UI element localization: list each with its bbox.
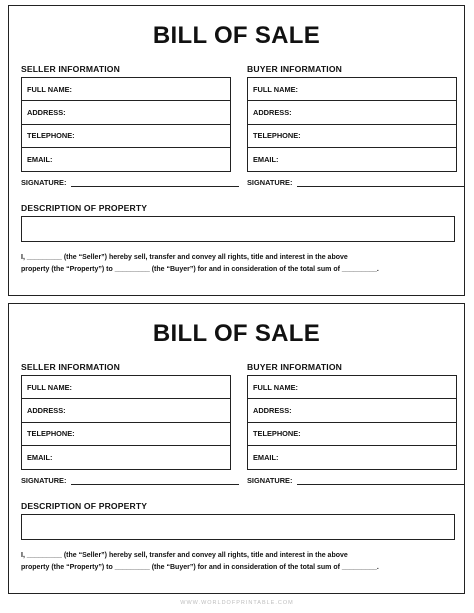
buyer-full-name-field[interactable]: FULL NAME: <box>248 78 456 101</box>
description-field[interactable] <box>21 514 455 540</box>
seller-heading: SELLER INFORMATION <box>21 64 120 74</box>
buyer-full-name-field[interactable]: FULL NAME: <box>248 376 456 399</box>
buyer-email-field[interactable]: EMAIL: <box>253 154 279 164</box>
buyer-heading: BUYER INFORMATION <box>247 362 343 372</box>
buyer-signature-label: SIGNATURE: <box>247 476 293 485</box>
seller-address-field[interactable]: ADDRESS: <box>22 399 230 422</box>
buyer-heading: BUYER INFORMATION <box>247 64 343 74</box>
description-field[interactable] <box>21 216 455 242</box>
buyer-telephone-field[interactable]: TELEPHONE: <box>248 125 456 148</box>
seller-email-field[interactable]: EMAIL: <box>27 452 53 462</box>
watermark: WWW.WORLDOFPRINTABLE.COM <box>180 600 294 606</box>
buyer-fields-box <box>247 77 457 172</box>
statement-line-1: I, _________ (the “Seller”) hereby sell, transfer and convey all rights, title and interest in the above <box>21 552 348 559</box>
buyer-signature-label: SIGNATURE: <box>247 178 293 187</box>
sale-statement <box>21 252 457 276</box>
buyer-signature-line[interactable] <box>297 186 465 187</box>
buyer-email-field[interactable]: EMAIL: <box>253 452 279 462</box>
statement-line-1: I, _________ (the “Seller”) hereby sell, transfer and convey all rights, title and interest in the above <box>21 254 348 261</box>
buyer-signature-line[interactable] <box>297 484 465 485</box>
statement-line-2: property (the “Property”) to _________ (the “Buyer”) for and in consideration of the total sum of _________. <box>21 564 379 571</box>
form-title: BILL OF SALE <box>152 320 321 347</box>
seller-telephone-field[interactable]: TELEPHONE: <box>22 125 230 148</box>
seller-email-field[interactable]: EMAIL: <box>27 154 53 164</box>
buyer-fields-box <box>247 375 457 470</box>
seller-full-name-field[interactable]: FULL NAME: <box>22 376 230 399</box>
seller-address-field[interactable]: ADDRESS: <box>22 101 230 124</box>
seller-signature-line[interactable] <box>71 186 239 187</box>
form-title: BILL OF SALE <box>152 22 321 49</box>
seller-fields-box <box>21 77 231 172</box>
sale-statement <box>21 550 457 574</box>
description-heading: DESCRIPTION OF PROPERTY <box>21 501 148 511</box>
buyer-address-field[interactable]: ADDRESS: <box>248 101 456 124</box>
seller-heading: SELLER INFORMATION <box>21 362 120 372</box>
seller-signature-line[interactable] <box>71 484 239 485</box>
buyer-address-field[interactable]: ADDRESS: <box>248 399 456 422</box>
statement-line-2: property (the “Property”) to _________ (the “Buyer”) for and in consideration of the total sum of _________. <box>21 266 379 273</box>
seller-signature-label: SIGNATURE: <box>21 476 67 485</box>
bill-of-sale-form-1 <box>8 5 465 296</box>
seller-signature-label: SIGNATURE: <box>21 178 67 187</box>
bill-of-sale-form-2 <box>8 303 465 594</box>
description-heading: DESCRIPTION OF PROPERTY <box>21 203 148 213</box>
seller-fields-box <box>21 375 231 470</box>
seller-full-name-field[interactable]: FULL NAME: <box>22 78 230 101</box>
seller-telephone-field[interactable]: TELEPHONE: <box>22 423 230 446</box>
buyer-telephone-field[interactable]: TELEPHONE: <box>248 423 456 446</box>
